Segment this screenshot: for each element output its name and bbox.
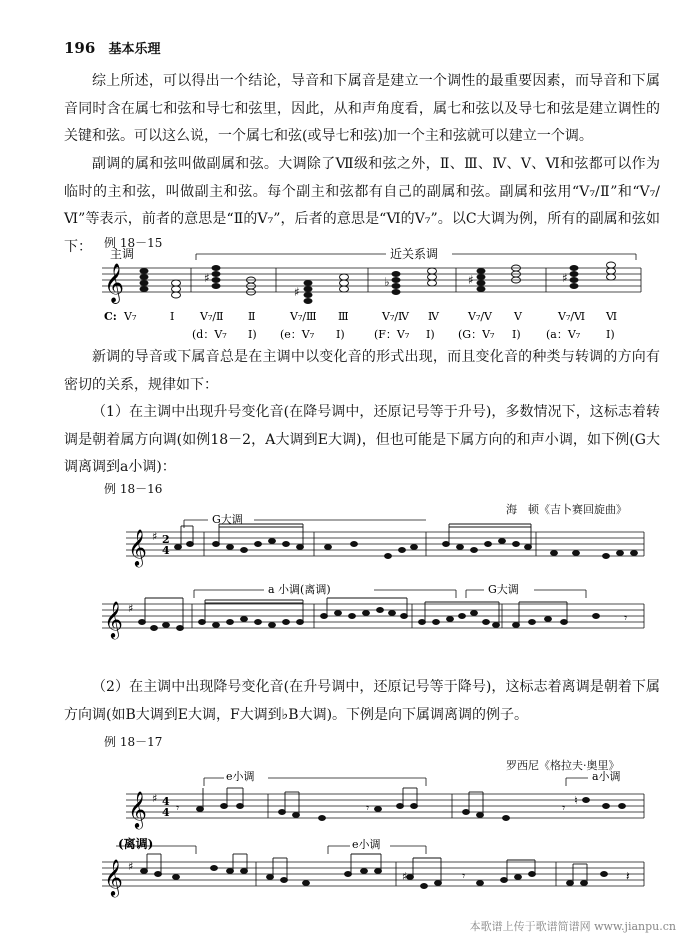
paragraph-flat-rule: （2）在主调中出现降号变化音(在升号调中，还原记号等于降号)，这标志着离调是朝着下属方向调(如B大调到E大调，F大调到♭B大调)。下例是向下属调离调的例子。 — [64, 679, 660, 723]
svg-text:C:: C: — [104, 310, 117, 323]
watermark-footer: 本歌谱上传于歌谱简谱网 www.jianpu.cn — [469, 920, 676, 933]
svg-text:Ⅳ: Ⅳ — [428, 310, 439, 323]
svg-text:I): I) — [248, 328, 257, 341]
svg-text:V₇/V: V₇/V — [468, 310, 493, 323]
svg-text:I): I) — [336, 328, 345, 341]
svg-text:(离调): (离调) — [118, 837, 154, 851]
svg-text:4: 4 — [162, 806, 170, 819]
svg-text:𝄾: 𝄾 — [562, 801, 566, 815]
example-17-label: 例 18－17 — [104, 735, 163, 749]
svg-text:V₇: V₇ — [124, 310, 137, 323]
treble-clef-icon: 𝄞 — [128, 790, 147, 828]
svg-text:♯: ♯ — [128, 602, 134, 615]
treble-clef-icon: 𝄞 — [104, 263, 125, 303]
svg-text:(a：V₇: (a：V₇ — [546, 328, 581, 341]
svg-text:V₇/Ⅵ: V₇/Ⅵ — [558, 310, 586, 323]
svg-text:a小调: a小调 — [592, 770, 621, 783]
svg-text:(d：V₇: (d：V₇ — [192, 328, 227, 341]
svg-text:♯: ♯ — [152, 530, 158, 543]
svg-text:𝄾: 𝄾 — [366, 801, 370, 815]
main-key-label: 主调 — [110, 247, 135, 261]
svg-text:𝄾: 𝄾 — [624, 611, 628, 625]
book-title: 基本乐理 — [108, 42, 161, 57]
page-header — [64, 38, 161, 57]
svg-text:♯: ♯ — [128, 860, 134, 873]
svg-text:4: 4 — [162, 795, 170, 808]
svg-text:V₇/Ⅲ: V₇/Ⅲ — [290, 310, 317, 323]
svg-text:♯: ♯ — [204, 271, 210, 285]
page-number: 196 — [64, 39, 96, 57]
svg-text:I): I) — [606, 328, 615, 341]
svg-text:♭: ♭ — [384, 275, 390, 289]
svg-text:(F：V₇: (F：V₇ — [374, 328, 410, 341]
paragraph-sharp-rule: （1）在主调中出现升号变化音(在降号调中，还原记号等于升号)，多数情况下，这标志着转调是朝着属方向调(如例18－2，A大调到E大调)，但也可能是下属方向的和声小调，如下例(G大调离调到a小调)： — [64, 404, 660, 475]
treble-clef-icon: 𝄞 — [104, 858, 123, 896]
svg-text:e小调: e小调 — [352, 838, 381, 851]
example-16-staff — [96, 512, 656, 662]
svg-text:2: 2 — [162, 533, 170, 546]
svg-text:e小调: e小调 — [226, 770, 255, 783]
svg-text:♯: ♯ — [468, 273, 474, 287]
paragraph-secondary-dominant: 副调的属和弦叫做副属和弦。大调除了Ⅶ级和弦之外，Ⅱ、Ⅲ、Ⅳ、Ⅴ、Ⅵ和弦都可以作为临时的主和弦，叫做副主和弦。每个副主和弦都有自己的副属和弦。副属和弦用“V₇/Ⅱ”和“V₇/Ⅵ”等表示，前者的意思是“Ⅱ的V₇”，后者的意思是“Ⅵ的V₇”。以C大调为例，所有的副属和弦如下： — [64, 156, 660, 255]
svg-text:♯: ♯ — [562, 271, 568, 285]
svg-text:4: 4 — [162, 544, 170, 557]
svg-text:V₇/Ⅳ: V₇/Ⅳ — [382, 310, 410, 323]
svg-text:♮: ♮ — [574, 794, 578, 807]
treble-clef-icon: 𝄞 — [104, 600, 123, 638]
treble-clef-icon: 𝄞 — [128, 528, 147, 566]
svg-text:Ⅱ: Ⅱ — [248, 310, 256, 323]
svg-text:a 小调(离调): a 小调(离调) — [268, 583, 331, 596]
svg-text:(e：V₇: (e：V₇ — [280, 328, 315, 341]
svg-text:Ⅵ: Ⅵ — [606, 310, 618, 323]
related-keys-label: 近关系调 — [390, 247, 439, 261]
svg-text:I): I) — [426, 328, 435, 341]
svg-text:I: I — [170, 310, 175, 323]
svg-text:♯: ♯ — [294, 285, 300, 299]
svg-text:G大调: G大调 — [488, 583, 519, 596]
svg-text:♯: ♯ — [152, 792, 158, 805]
example-15-staff — [96, 244, 656, 344]
svg-text:G大调: G大调 — [212, 513, 243, 526]
example-16-label: 例 18－16 — [104, 482, 163, 496]
svg-text:V: V — [514, 310, 522, 323]
example-16-attribution: 海 顿《吉卜赛回旋曲》 — [506, 503, 627, 516]
svg-text:I): I) — [512, 328, 521, 341]
paragraph-conclusion: 综上所述，可以得出一个结论，导音和下属音是建立一个调性的最重要因素，而导音和下属音同时含在属七和弦和导七和弦里，因此，从和声角度看，属七和弦以及导七和弦是建立调性的关键和弦。可以这么说，一个属七和弦(或导七和弦)加一个主和弦就可以建立一个调。 — [64, 73, 660, 144]
example-15-label: 例 18－15 — [104, 236, 163, 250]
svg-text:(G：V₇: (G：V₇ — [458, 328, 495, 341]
example-17-staff — [96, 766, 656, 906]
svg-text:V₇/Ⅱ: V₇/Ⅱ — [200, 310, 224, 323]
example-17-attribution: 罗西尼《格拉夫·奥里》 — [506, 759, 620, 772]
svg-text:♯: ♯ — [402, 870, 408, 883]
svg-text:Ⅲ: Ⅲ — [338, 310, 349, 323]
paragraph-rule-intro: 新调的导音或下属音总是在主调中以变化音的形式出现，而且变化音的种类与转调的方向有密切的关系，规律如下： — [64, 349, 660, 393]
svg-text:𝄽: 𝄽 — [626, 869, 630, 883]
svg-text:𝄾: 𝄾 — [176, 801, 180, 815]
svg-text:𝄾: 𝄾 — [462, 869, 466, 883]
